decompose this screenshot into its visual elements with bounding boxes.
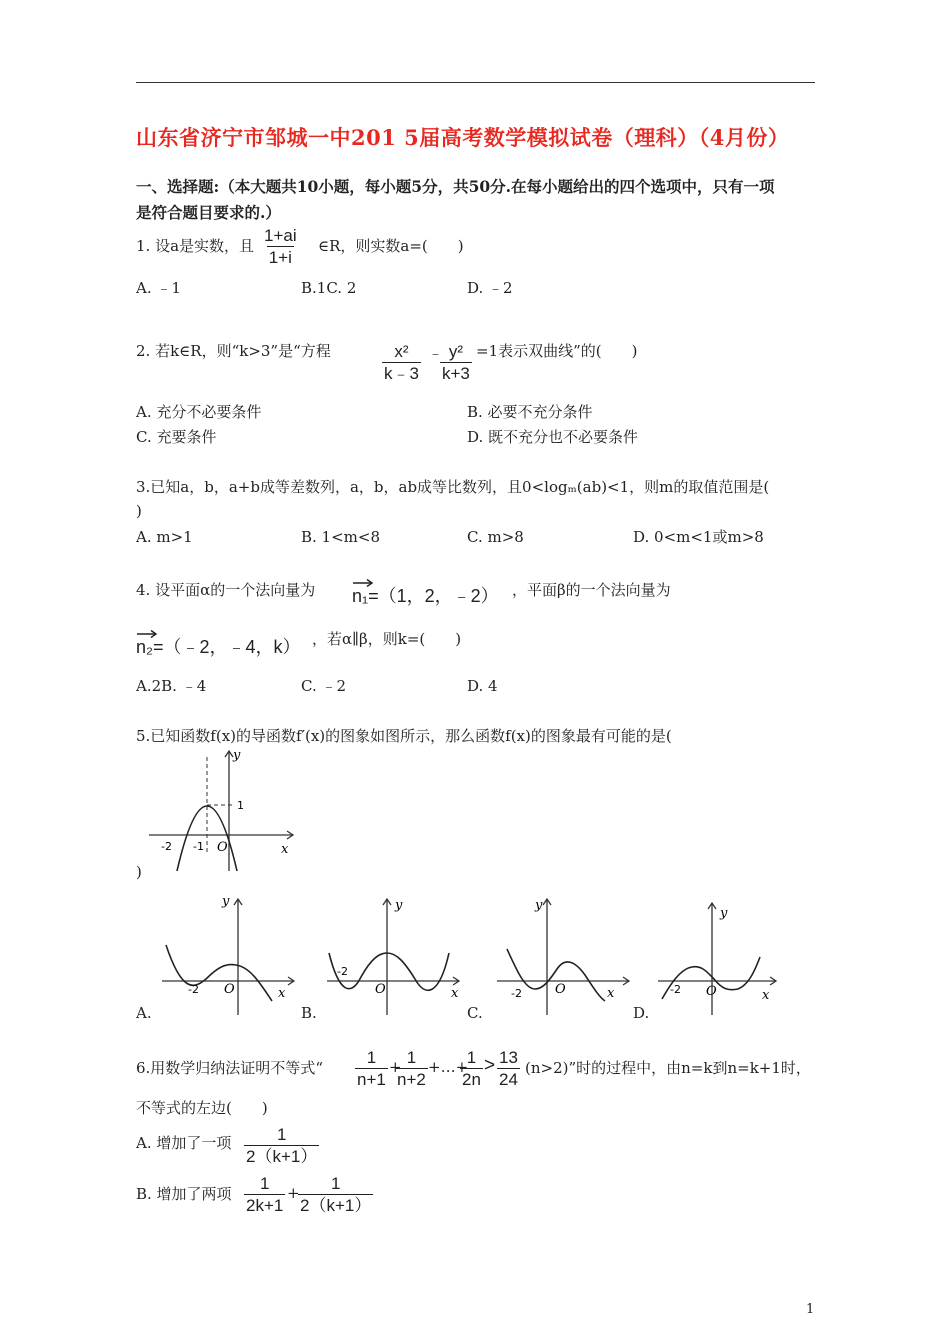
page-title: 山东省济宁市邹城一中201 5届高考数学模拟试卷（理科）（4月份） bbox=[136, 125, 790, 150]
q5-option-d: D. bbox=[633, 1004, 650, 1022]
graph-one-label: 1 bbox=[237, 799, 244, 812]
svg-text:-2: -2 bbox=[670, 983, 681, 996]
q4-vector-n1 bbox=[352, 582, 499, 608]
q3-option-c: C. m>8 bbox=[467, 528, 524, 546]
q4-option-d: D. 4 bbox=[467, 677, 498, 695]
vector-arrow-icon bbox=[136, 629, 158, 639]
q3-option-d: D. 0<m<1或m>8 bbox=[633, 528, 764, 546]
q1-fraction bbox=[262, 225, 299, 268]
svg-text:O: O bbox=[555, 982, 566, 997]
q1-text-pre: 1. 设a是实数，且 bbox=[136, 237, 255, 255]
q1-frac-num: 1+ai bbox=[264, 226, 297, 245]
graph-y-label: y bbox=[233, 748, 241, 763]
q6-option-b-plus: + bbox=[287, 1184, 300, 1202]
q1-text-post: ∈R，则实数a=( ) bbox=[318, 237, 464, 255]
q4-option-c: C. ﹣2 bbox=[301, 677, 347, 695]
q2-f2-den: k+3 bbox=[442, 364, 470, 383]
vector-arrow-icon bbox=[352, 578, 374, 588]
q2-option-a: A. 充分不必要条件 bbox=[136, 403, 262, 421]
q2-option-d: D. 既不充分也不必要条件 bbox=[467, 428, 639, 446]
q2-option-c: C. 充要条件 bbox=[136, 428, 217, 446]
q2-text-pre: 2. 若k∈R，则“k>3”是“方程 bbox=[136, 342, 331, 360]
svg-text:x: x bbox=[451, 986, 459, 1001]
svg-text:-2: -2 bbox=[337, 965, 348, 978]
q2-text-post: =1表示双曲线”的( ) bbox=[476, 342, 638, 360]
section-heading-line2: 是符合题目要求的.） bbox=[136, 203, 281, 222]
q4-text-post: ，若α∥β，则k=( ) bbox=[312, 630, 462, 648]
q2-f2-num: y² bbox=[448, 342, 464, 361]
svg-text:x: x bbox=[278, 986, 286, 1001]
q6-text-line2: 不等式的左边( ) bbox=[136, 1099, 268, 1117]
q4-vec2-label: n₂ bbox=[136, 637, 153, 657]
q6-option-a-fraction: $\frac{1}{2(k+1)}$ bbox=[246, 1125, 318, 1166]
q5-option-a-graph bbox=[160, 893, 300, 1018]
graph-origin-label: O bbox=[217, 840, 228, 855]
q2-f1-num: x² bbox=[394, 342, 409, 361]
graph-neg2-label: -2 bbox=[161, 840, 172, 853]
q4-vector-n2 bbox=[136, 633, 301, 659]
svg-text:O: O bbox=[224, 982, 235, 997]
q6-fraction-4: $\frac{13}{24}$ bbox=[499, 1048, 518, 1089]
q4-vec1-label: n₁ bbox=[352, 586, 369, 606]
q1-option-bc: B.1C. 2 bbox=[301, 279, 357, 297]
q5-option-a: A. bbox=[136, 1004, 152, 1022]
svg-text:-2: -2 bbox=[188, 983, 199, 996]
q1-option-d: D. ﹣2 bbox=[467, 279, 513, 297]
q6-option-a-text: A. 增加了一项 bbox=[136, 1134, 232, 1152]
q6-fraction-2: $\frac{1}{n+2}$ bbox=[397, 1048, 426, 1089]
graph-neg1-label: -1 bbox=[193, 840, 204, 853]
page-number: 1 bbox=[806, 1302, 815, 1317]
q2-minus: ﹣ bbox=[428, 344, 444, 362]
svg-text:O: O bbox=[375, 982, 386, 997]
q2-f1-den: k﹣3 bbox=[384, 364, 419, 383]
q5-option-b-graph bbox=[325, 893, 465, 1018]
svg-text:y: y bbox=[222, 894, 230, 909]
q1-option-a: A. ﹣1 bbox=[136, 279, 181, 297]
q6-gt: > bbox=[484, 1055, 496, 1076]
svg-text:x: x bbox=[607, 986, 615, 1001]
q5-option-d-graph bbox=[656, 893, 796, 1018]
section-heading-line1: 一、选择题:（本大题共10小题，每小题5分，共50分.在每小题给出的四个选项中，只有一项 bbox=[136, 177, 775, 196]
q5-text: 5.已知函数f(x)的导函数f′(x)的图象如图所示，那么函数f(x)的图象最有可能的是( bbox=[136, 727, 672, 745]
q6-plus-1: + bbox=[389, 1058, 402, 1076]
q5-option-b: B. bbox=[301, 1004, 317, 1022]
q6-text-post: (n>2)”时的过程中，由n=k到n=k+1时， bbox=[525, 1059, 811, 1077]
svg-text:y: y bbox=[720, 906, 728, 921]
q6-option-b-fraction-1: $\frac{1}{2k+1}$ bbox=[246, 1174, 284, 1215]
q3-text-line2: ) bbox=[136, 502, 142, 520]
q6-option-b-text: B. 增加了两项 bbox=[136, 1185, 232, 1203]
q4-vec2-value: =（﹣2，﹣4，k） bbox=[153, 637, 301, 657]
q6-fraction-3: $\frac{1}{2n}$ bbox=[462, 1048, 481, 1089]
svg-text:y: y bbox=[395, 898, 403, 913]
derivative-graph bbox=[145, 745, 305, 875]
q4-text-mid: ，平面β的一个法向量为 bbox=[512, 581, 671, 599]
q6-dots: +…+ bbox=[428, 1058, 469, 1076]
q5-option-c: C. bbox=[467, 1004, 483, 1022]
q3-option-a: A. m>1 bbox=[136, 528, 193, 546]
svg-text:y: y bbox=[535, 898, 543, 913]
q2-fraction-y bbox=[440, 341, 472, 384]
q4-option-ab: A.2B. ﹣4 bbox=[136, 677, 207, 695]
q5-text-close: ) bbox=[136, 863, 142, 881]
svg-text:-2: -2 bbox=[511, 987, 522, 1000]
q6-fraction-1: $\frac{1}{n+1}$ bbox=[357, 1048, 386, 1089]
q2-option-b: B. 必要不充分条件 bbox=[467, 403, 593, 421]
q5-option-c-graph bbox=[495, 893, 635, 1018]
q4-text-pre: 4. 设平面α的一个法向量为 bbox=[136, 581, 316, 599]
q3-option-b: B. 1<m<8 bbox=[301, 528, 381, 546]
q6-text-pre: 6.用数学归纳法证明不等式“ bbox=[136, 1059, 323, 1077]
svg-text:x: x bbox=[762, 988, 770, 1003]
svg-text:O: O bbox=[706, 984, 717, 999]
q2-fraction-x bbox=[382, 341, 421, 384]
q4-vec1-value: =（1，2，﹣2） bbox=[368, 586, 499, 606]
q3-text-line1: 3.已知a，b，a+b成等差数列，a，b，ab成等比数列，且0<logₘ(ab)<1，则m的取值范围是( bbox=[136, 478, 770, 496]
q6-option-b-fraction-2: $\frac{1}{2(k+1)}$ bbox=[300, 1174, 372, 1215]
header-rule bbox=[136, 82, 815, 83]
graph-x-label: x bbox=[281, 842, 289, 857]
q1-frac-den: 1+i bbox=[268, 248, 292, 267]
